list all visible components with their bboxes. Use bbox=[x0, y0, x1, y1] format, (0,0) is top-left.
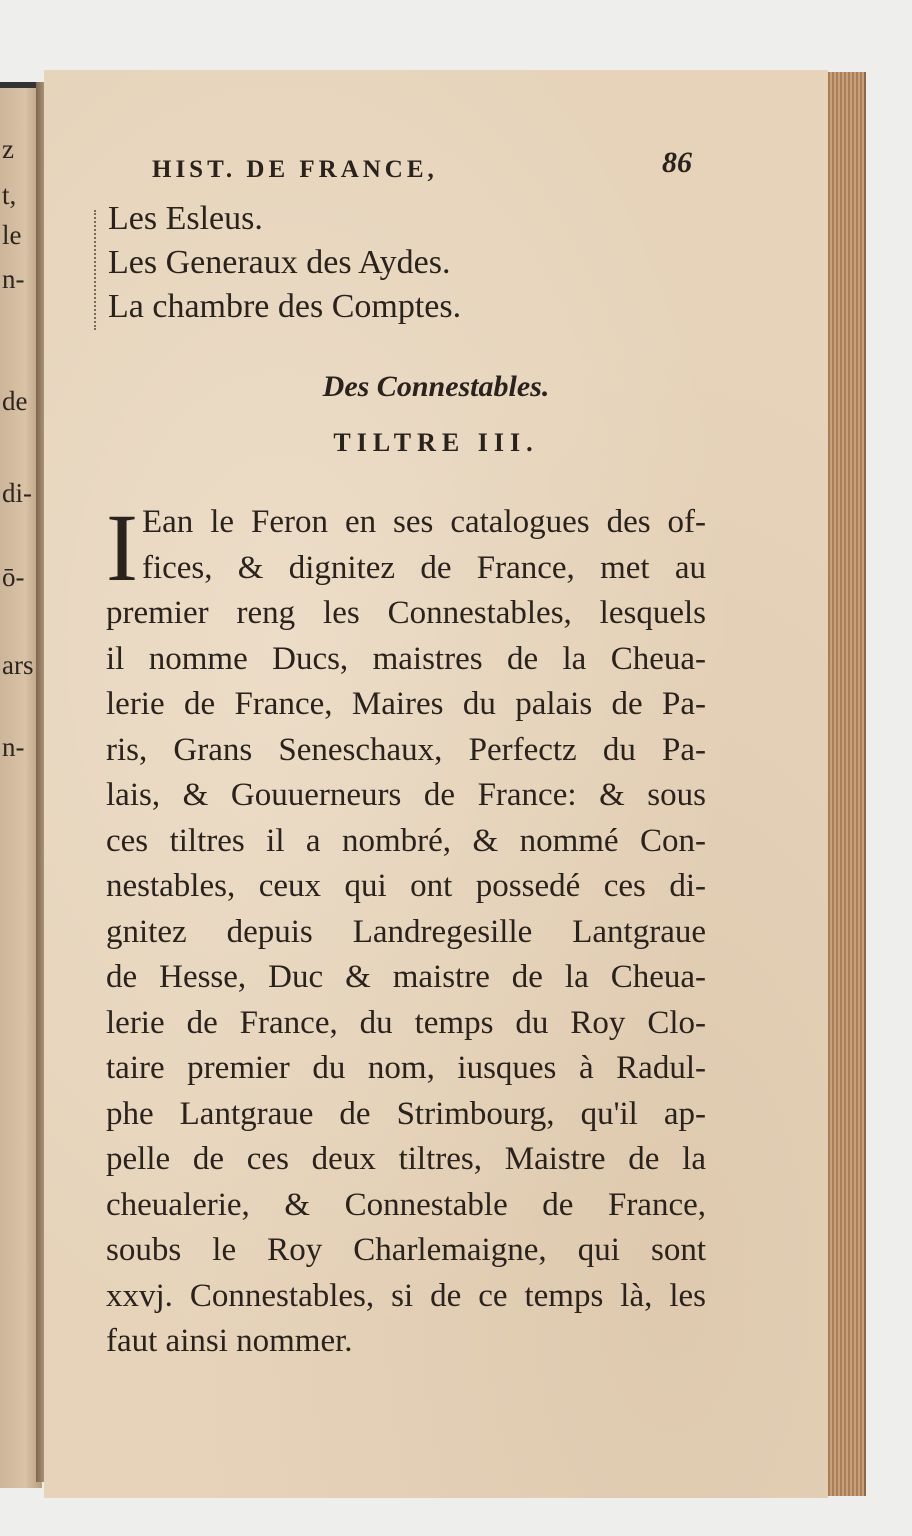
margin-mark bbox=[94, 210, 98, 330]
text-line: pelle de ces deux tiltres, Maistre de la bbox=[106, 1141, 706, 1177]
section-title: Des Connestables. bbox=[322, 370, 550, 403]
text-line: lerie de France, Maires du palais de Pa- bbox=[106, 686, 706, 722]
left-page-fragment: ō- bbox=[2, 562, 25, 592]
text-line: taire premier du nom, iusques à Radul- bbox=[106, 1050, 706, 1086]
text-line: cheualerie, & Connestable de France, bbox=[106, 1186, 706, 1223]
text-line: il nomme Ducs, maistres de la Cheua- bbox=[106, 640, 706, 677]
page-edges bbox=[826, 72, 866, 1496]
left-page-fragment: n- bbox=[2, 264, 25, 294]
left-page-fragment: ars bbox=[2, 650, 34, 680]
body-paragraph bbox=[106, 494, 706, 1365]
text-line: de Hesse, Duc & maistre de la Cheua- bbox=[106, 959, 706, 995]
running-head: HIST. DE FRANCE, bbox=[152, 156, 438, 183]
text-line: premier reng les Connestables, lesquels bbox=[106, 595, 706, 631]
text-line: ris, Grans Seneschaux, Perfectz du Pa- bbox=[106, 731, 706, 768]
page-number: 86 bbox=[662, 146, 692, 179]
left-page-fragment: z bbox=[2, 134, 14, 164]
book-page bbox=[44, 70, 828, 1498]
list-item: La chambre des Comptes. bbox=[108, 288, 462, 325]
text-line: lerie de France, du temps du Roy Clo- bbox=[106, 1004, 706, 1041]
left-page-fragment: le bbox=[2, 220, 22, 250]
text-line: faut ainsi nommer. bbox=[106, 1323, 353, 1359]
list-item: Les Esleus. bbox=[108, 200, 263, 237]
left-page-fragment: n- bbox=[2, 732, 25, 762]
text-line: xxvj. Connestables, si de ce temps là, les bbox=[106, 1277, 706, 1314]
text-line: gnitez depuis Landregesille Lantgraue bbox=[106, 913, 706, 950]
section-subtitle: TILTRE III. bbox=[333, 428, 539, 457]
left-page-fragment: di- bbox=[2, 478, 32, 508]
drop-cap: I bbox=[106, 494, 138, 601]
text-line: nestables, ceux qui ont possedé ces di- bbox=[106, 868, 706, 904]
list-item: Les Generaux des Aydes. bbox=[108, 244, 451, 281]
left-page-fragment: t, bbox=[2, 180, 17, 210]
text-line: ces tiltres il a nombré, & nommé Con- bbox=[106, 822, 706, 859]
text-line: phe Lantgraue de Strimbourg, qu'il ap- bbox=[106, 1095, 706, 1132]
text-line: fices, & dignitez de France, met au bbox=[141, 549, 706, 586]
text-line: lais, & Gouuerneurs de France: & sous bbox=[106, 777, 706, 813]
text-line: soubs le Roy Charlemaigne, qui sont bbox=[106, 1232, 706, 1268]
text-line: Ean le Feron en ses catalogues des of- bbox=[141, 504, 706, 540]
left-page-fragment: de bbox=[2, 386, 28, 416]
